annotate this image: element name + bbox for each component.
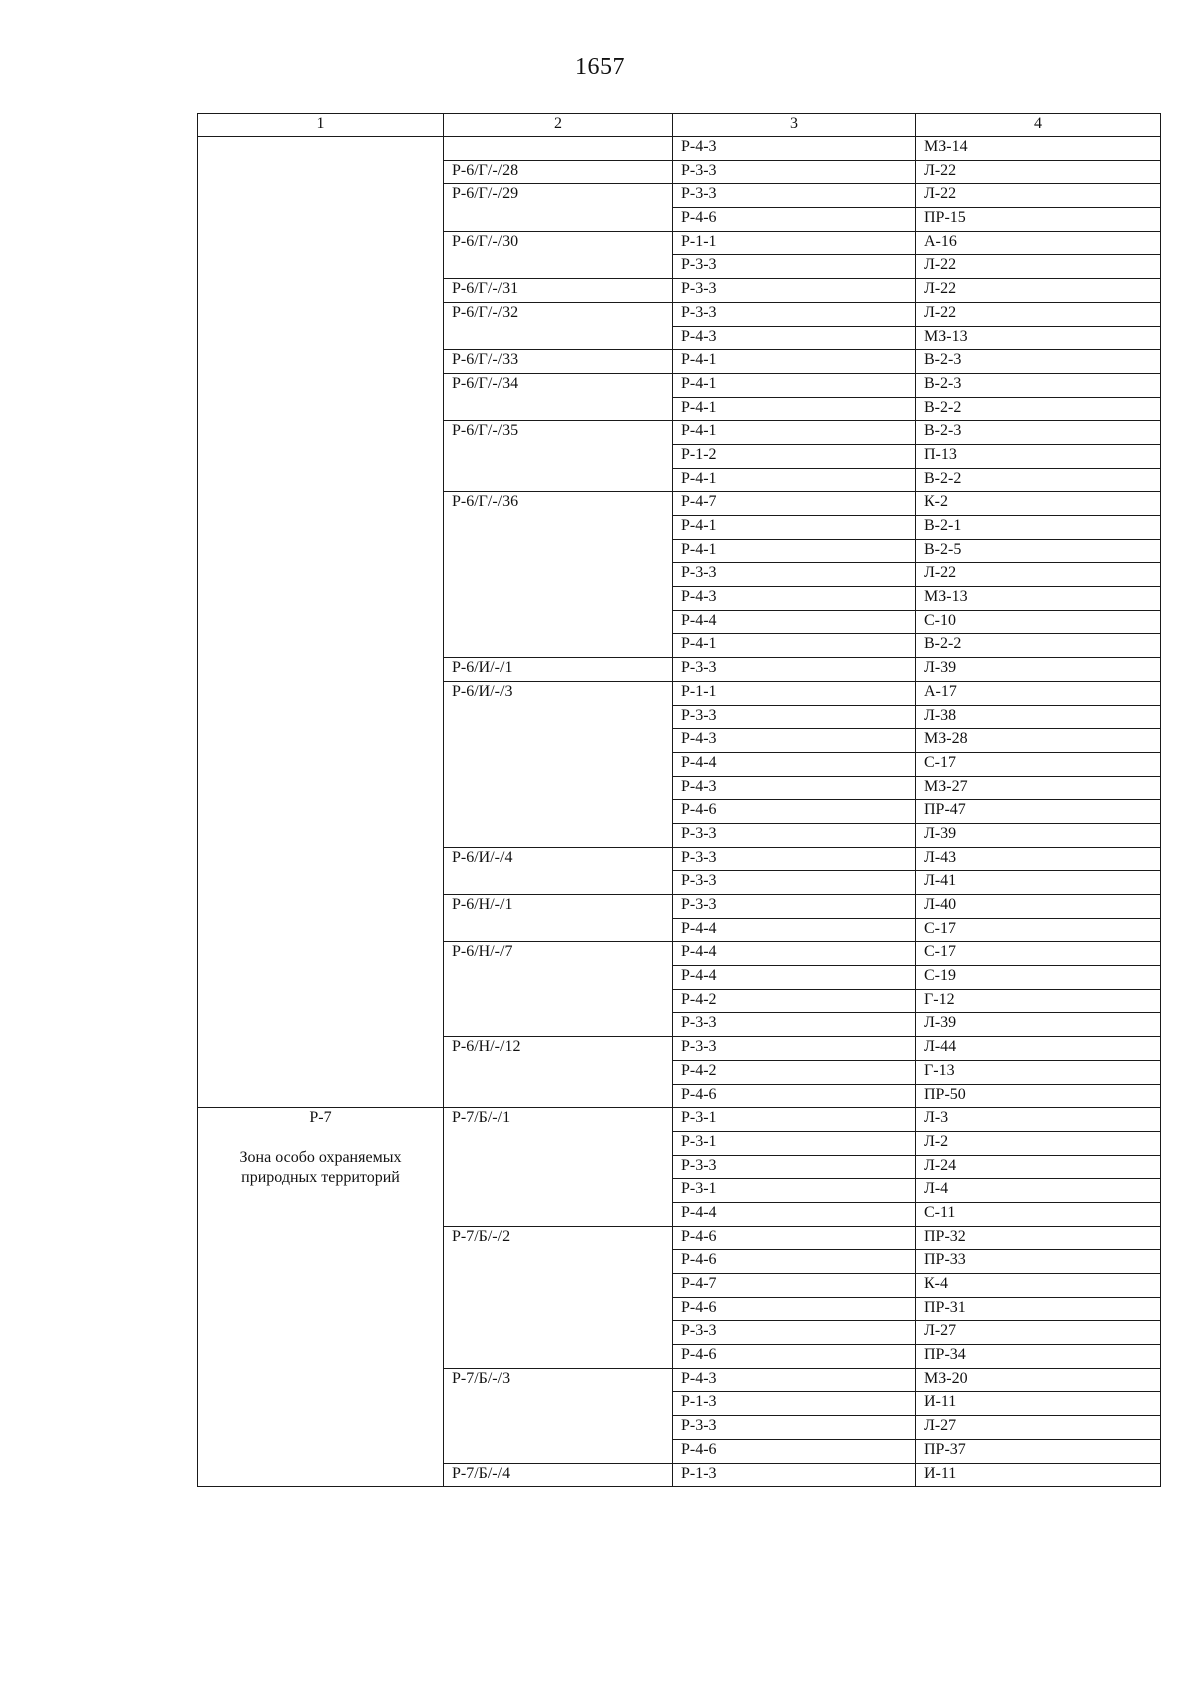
object-code-cell: В-2-2 (916, 634, 1161, 658)
use-code-cell: Р-4-6 (673, 1084, 916, 1108)
use-code-cell: Р-4-4 (673, 1202, 916, 1226)
use-code-cell: Р-4-6 (673, 1439, 916, 1463)
table-body (198, 137, 1161, 1487)
object-code-cell: ПР-34 (916, 1345, 1161, 1369)
use-code-cell: Р-3-3 (673, 1013, 916, 1037)
use-code-cell: Р-1-1 (673, 681, 916, 705)
object-code-cell: А-16 (916, 231, 1161, 255)
zone-name: Зона особо охраняемых природных территорий (239, 1149, 402, 1187)
use-code-cell: Р-4-4 (673, 752, 916, 776)
object-code-cell: Л-4 (916, 1179, 1161, 1203)
object-code-cell: ПР-47 (916, 800, 1161, 824)
use-code-cell: Р-3-3 (673, 279, 916, 303)
use-code-cell: Р-4-1 (673, 421, 916, 445)
object-code-cell: С-17 (916, 752, 1161, 776)
use-code-cell: Р-4-7 (673, 1274, 916, 1298)
subzone-code-cell: Р-6/Г/-/34 (444, 373, 673, 420)
subzone-code-cell: Р-7/Б/-/4 (444, 1463, 673, 1487)
object-code-cell: МЗ-28 (916, 729, 1161, 753)
use-code-cell: Р-3-3 (673, 705, 916, 729)
object-code-cell: ПР-37 (916, 1439, 1161, 1463)
use-code-cell: Р-4-3 (673, 729, 916, 753)
object-code-cell: П-13 (916, 444, 1161, 468)
use-code-cell: Р-4-6 (673, 1250, 916, 1274)
use-code-cell: Р-4-4 (673, 610, 916, 634)
use-code-cell: Р-3-3 (673, 847, 916, 871)
column-header-2: 2 (444, 114, 673, 137)
object-code-cell: В-2-3 (916, 350, 1161, 374)
use-code-cell: Р-4-3 (673, 137, 916, 161)
use-code-cell: Р-3-3 (673, 184, 916, 208)
object-code-cell: Л-22 (916, 255, 1161, 279)
page-number: 1657 (575, 54, 625, 80)
use-code-cell: Р-4-6 (673, 800, 916, 824)
subzone-code-cell: Р-6/Г/-/33 (444, 350, 673, 374)
subzone-code-cell: Р-6/Н/-/1 (444, 895, 673, 942)
use-code-cell: Р-1-2 (673, 444, 916, 468)
use-code-cell: Р-4-7 (673, 492, 916, 516)
object-code-cell: ПР-33 (916, 1250, 1161, 1274)
use-code-cell: Р-4-6 (673, 1226, 916, 1250)
use-code-cell: Р-4-2 (673, 1060, 916, 1084)
use-code-cell: Р-3-3 (673, 255, 916, 279)
use-code-cell: Р-3-3 (673, 1321, 916, 1345)
column-header-1: 1 (198, 114, 444, 137)
object-code-cell: Л-2 (916, 1131, 1161, 1155)
object-code-cell: В-2-2 (916, 468, 1161, 492)
object-code-cell: МЗ-20 (916, 1368, 1161, 1392)
object-code-cell: К-2 (916, 492, 1161, 516)
subzone-code-cell: Р-6/Г/-/35 (444, 421, 673, 492)
object-code-cell: МЗ-27 (916, 776, 1161, 800)
object-code-cell: Л-39 (916, 823, 1161, 847)
use-code-cell: Р-3-3 (673, 1155, 916, 1179)
object-code-cell: И-11 (916, 1392, 1161, 1416)
object-code-cell: ПР-32 (916, 1226, 1161, 1250)
object-code-cell: Л-38 (916, 705, 1161, 729)
use-code-cell: Р-4-4 (673, 966, 916, 990)
object-code-cell: И-11 (916, 1463, 1161, 1487)
object-code-cell: В-2-5 (916, 539, 1161, 563)
subzone-code-cell: Р-6/Г/-/28 (444, 160, 673, 184)
column-header-3: 3 (673, 114, 916, 137)
object-code-cell: Л-22 (916, 184, 1161, 208)
object-code-cell: ПР-31 (916, 1297, 1161, 1321)
object-code-cell: Л-44 (916, 1037, 1161, 1061)
use-code-cell: Р-4-4 (673, 942, 916, 966)
subzone-code-cell: Р-7/Б/-/2 (444, 1226, 673, 1368)
zoning-table (197, 113, 1161, 1487)
object-code-cell: Л-22 (916, 302, 1161, 326)
subzone-code-cell: Р-7/Б/-/1 (444, 1108, 673, 1226)
object-code-cell: С-17 (916, 942, 1161, 966)
use-code-cell: Р-4-3 (673, 587, 916, 611)
object-code-cell: К-4 (916, 1274, 1161, 1298)
object-code-cell: Л-41 (916, 871, 1161, 895)
subzone-code-cell: Р-6/Н/-/12 (444, 1037, 673, 1108)
use-code-cell: Р-3-3 (673, 1416, 916, 1440)
object-code-cell: Л-22 (916, 160, 1161, 184)
subzone-code-cell: Р-6/Г/-/29 (444, 184, 673, 231)
use-code-cell: Р-4-3 (673, 326, 916, 350)
use-code-cell: Р-3-3 (673, 823, 916, 847)
use-code-cell: Р-4-1 (673, 516, 916, 540)
use-code-cell: Р-4-6 (673, 1345, 916, 1369)
use-code-cell: Р-3-1 (673, 1131, 916, 1155)
use-code-cell: Р-4-1 (673, 350, 916, 374)
object-code-cell: С-11 (916, 1202, 1161, 1226)
object-code-cell: В-2-3 (916, 373, 1161, 397)
use-code-cell: Р-3-3 (673, 895, 916, 919)
object-code-cell: Л-39 (916, 658, 1161, 682)
subzone-code-cell: Р-7/Б/-/3 (444, 1368, 673, 1463)
subzone-code-cell (444, 137, 673, 161)
object-code-cell: Г-12 (916, 989, 1161, 1013)
use-code-cell: Р-4-1 (673, 468, 916, 492)
use-code-cell: Р-4-1 (673, 397, 916, 421)
object-code-cell: Л-24 (916, 1155, 1161, 1179)
use-code-cell: Р-4-6 (673, 1297, 916, 1321)
table-row (198, 1108, 1161, 1132)
table-header (198, 114, 1161, 137)
column-header-4: 4 (916, 114, 1161, 137)
object-code-cell: В-2-2 (916, 397, 1161, 421)
use-code-cell: Р-4-2 (673, 989, 916, 1013)
use-code-cell: Р-4-1 (673, 539, 916, 563)
subzone-code-cell: Р-6/Г/-/30 (444, 231, 673, 278)
object-code-cell: Л-3 (916, 1108, 1161, 1132)
zone-code: Р-7 (309, 1109, 332, 1127)
use-code-cell: Р-4-3 (673, 1368, 916, 1392)
header-row (198, 114, 1161, 137)
use-code-cell: Р-3-1 (673, 1108, 916, 1132)
table-row (198, 137, 1161, 161)
subzone-code-cell: Р-6/И/-/3 (444, 681, 673, 847)
use-code-cell: Р-4-1 (673, 634, 916, 658)
subzone-code-cell: Р-6/Г/-/32 (444, 302, 673, 349)
object-code-cell: Л-22 (916, 563, 1161, 587)
subzone-code-cell: Р-6/Г/-/36 (444, 492, 673, 658)
use-code-cell: Р-3-3 (673, 160, 916, 184)
object-code-cell: МЗ-13 (916, 587, 1161, 611)
subzone-code-cell: Р-6/И/-/1 (444, 658, 673, 682)
zone-cell (198, 1108, 444, 1487)
use-code-cell: Р-3-3 (673, 871, 916, 895)
object-code-cell: С-19 (916, 966, 1161, 990)
subzone-code-cell: Р-6/Н/-/7 (444, 942, 673, 1037)
use-code-cell: Р-4-4 (673, 918, 916, 942)
object-code-cell: Л-22 (916, 279, 1161, 303)
object-code-cell: МЗ-14 (916, 137, 1161, 161)
subzone-code-cell: Р-6/И/-/4 (444, 847, 673, 894)
object-code-cell: В-2-1 (916, 516, 1161, 540)
object-code-cell: Л-39 (916, 1013, 1161, 1037)
use-code-cell: Р-4-3 (673, 776, 916, 800)
object-code-cell: Л-40 (916, 895, 1161, 919)
use-code-cell: Р-4-1 (673, 373, 916, 397)
use-code-cell: Р-1-3 (673, 1463, 916, 1487)
object-code-cell: Л-27 (916, 1416, 1161, 1440)
object-code-cell: ПР-50 (916, 1084, 1161, 1108)
object-code-cell: Л-43 (916, 847, 1161, 871)
use-code-cell: Р-3-3 (673, 302, 916, 326)
use-code-cell: Р-3-3 (673, 563, 916, 587)
object-code-cell: ПР-15 (916, 208, 1161, 232)
zone-cell (198, 137, 444, 1108)
object-code-cell: Г-13 (916, 1060, 1161, 1084)
use-code-cell: Р-4-6 (673, 208, 916, 232)
object-code-cell: МЗ-13 (916, 326, 1161, 350)
object-code-cell: В-2-3 (916, 421, 1161, 445)
use-code-cell: Р-3-3 (673, 658, 916, 682)
subzone-code-cell: Р-6/Г/-/31 (444, 279, 673, 303)
use-code-cell: Р-1-3 (673, 1392, 916, 1416)
object-code-cell: Л-27 (916, 1321, 1161, 1345)
use-code-cell: Р-3-3 (673, 1037, 916, 1061)
use-code-cell: Р-1-1 (673, 231, 916, 255)
use-code-cell: Р-3-1 (673, 1179, 916, 1203)
object-code-cell: С-10 (916, 610, 1161, 634)
object-code-cell: А-17 (916, 681, 1161, 705)
object-code-cell: С-17 (916, 918, 1161, 942)
